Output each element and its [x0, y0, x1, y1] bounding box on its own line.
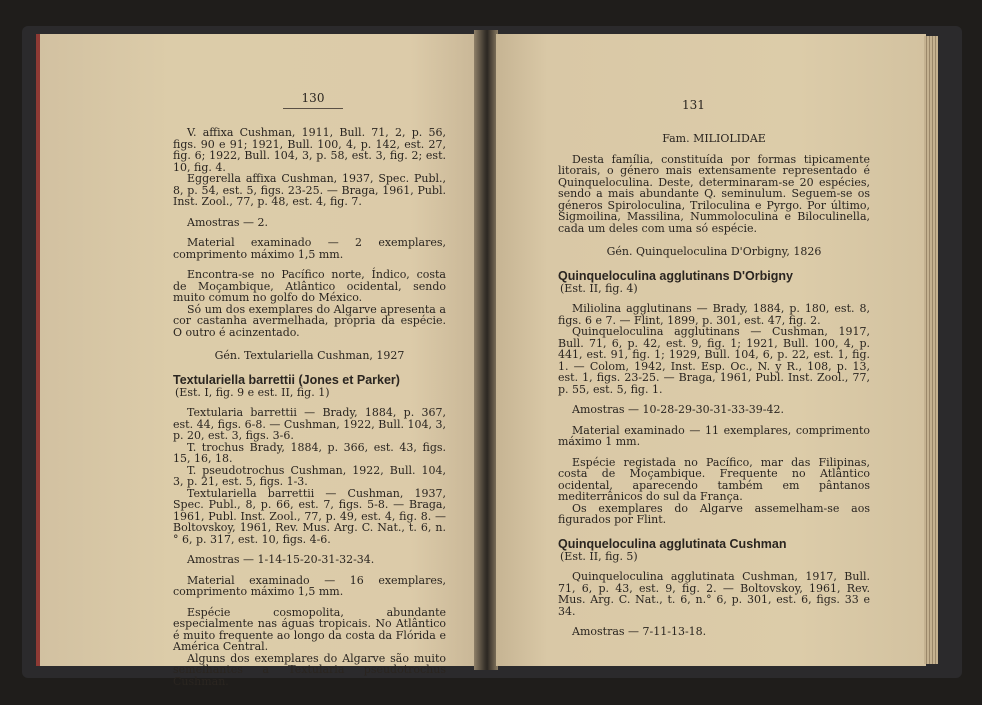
plate-reference: (Est. II, fig. 5) [560, 549, 638, 563]
species-heading: Textulariella barrettii (Jones et Parker) [173, 372, 400, 387]
citation: T. pseudotrochus Cushman, 1922, Bull. 104, 3, p. 21, est. 5, figs. 1-3. [173, 463, 446, 488]
citation: Eggerella affixa Cushman, 1937, Spec. Publ., 8, p. 54, est. 5, figs. 23-25. — Braga, 1961, Publ. Inst. Zool., 77, p. 48, est. 4, fig. 7. [173, 172, 446, 208]
samples: Amostras — 1-14-15-20-31-32-34. [187, 553, 375, 566]
paragraph: Encontra-se no Pacífico norte, Índico, costa de Moçambique, Atlântico ocidental, sendo muito comum no golfo do México. [173, 268, 446, 304]
citation: Textularia barrettii — Brady, 1884, p. 367, est. 44, figs. 6-8. — Cushman, 1922, Bull. 104, 3, p. 20, est. 3, figs. 3-6. [173, 406, 446, 442]
left-page [40, 34, 476, 688]
paragraph: Espécie cosmopolita, abundante especialmente nas águas tropicais. No Atlântico é muito frequente ao longo da costa da Flórida e América Central. [173, 605, 446, 653]
material: Material examinado — 16 exemplares, comprimento máximo 1,5 mm. [173, 573, 446, 598]
citation: Quinqueloculina agglutinans — Cushman, 1917, Bull. 71, 6, p. 42, est. 9, fig. 1; 1921, Bull. 100, 4, p. 441, est. 91, fig. 1; 1929, Bull. 104, 6, p. 22, est. 1, fig. 1. — Colom, 1942, Inst. Esp. Oc., N. y R., 108, p. 13, est. 1, figs. 23-25. — Braga, 1961, Publ. Inst. Zool., 77, p. 55, est. 5, fig. 1. [558, 325, 870, 396]
page-number: 131 [682, 98, 705, 112]
paragraph: Alguns dos exemplares do Algarve são muito semelhantes a Textularia pseudotrochus Cushman. [173, 651, 446, 688]
citation: T. trochus Brady, 1884, p. 366, est. 43, figs. 15, 16, 18. [173, 440, 446, 465]
right-page [496, 34, 926, 666]
samples: Amostras — 2. [187, 215, 269, 229]
family-heading: Fam. MILIOLIDAE [662, 132, 766, 145]
paragraph: Espécie registada no Pacífico, mar das Filipinas, costa de Moçambique. Frequente no Atlântico ocidental, aparecendo também em pântanos mediterrânicos do sul da França. [558, 455, 870, 503]
plate-reference: (Est. II, fig. 4) [560, 281, 638, 295]
samples: Amostras — 10-28-29-30-31-33-39-42. [572, 403, 785, 416]
genus-heading: Gén. Quinqueloculina D'Orbigny, 1826 [606, 245, 822, 258]
page-number: 130 [283, 91, 343, 109]
material: Material examinado — 11 exemplares, comprimento máximo 1 mm. [558, 423, 870, 448]
citation: Miliolina agglutinans — Brady, 1884, p. 180, est. 8, figs. 6 e 7. — Flint, 1899, p. 301, est. 47, fig. 2. [558, 302, 870, 327]
material: Material examinado — 2 exemplares, comprimento máximo 1,5 mm. [173, 236, 446, 261]
paragraph: Desta família, constituída por formas tipicamente litorais, o género mais extensamente representado é Quinqueloculina. Deste, determinaram-se 20 espécies, sendo a mais abundante Q. seminulum. Seguem-se os géneros Spiroloculina, Triloculina e Pyrgo. Por último, Sigmoilina, Massilina, Nummoloculina e Biloculinella, cada um deles com uma só espécie. [558, 152, 870, 235]
paragraph: Só um dos exemplares do Algarve apresenta a cor castanha avermelhada, própria da espécie. O outro é acinzentado. [173, 302, 446, 339]
citation: V. affixa Cushman, 1911, Bull. 71, 2, p. 56, figs. 90 e 91; 1921, Bull. 100, 4, p. 142, est. 27, fig. 6; 1922, Bull. 104, 3, p. 58, est. 3, fig. 2; est. 10, fig. 4. [173, 126, 446, 174]
page-stack-edge [924, 36, 938, 664]
paragraph: Os exemplares do Algarve assemelham-se aos figurados por Flint. [558, 501, 870, 526]
samples: Amostras — 7-11-13-18. [572, 625, 707, 638]
book-gutter [474, 30, 498, 670]
plate-reference: (Est. I, fig. 9 e est. II, fig. 1) [175, 385, 330, 399]
species-heading: Quinqueloculina agglutinata Cushman [558, 536, 787, 551]
citation: Textulariella barrettii — Cushman, 1937, Spec. Publ., 8, p. 66, est. 7, figs. 5-8. — Braga, 1961, Publ. Inst. Zool., 77, p. 49, est. 4, fig. 8. — Boltovskoy, 1961, Rev. Mus. Arg. C. Nat., t. 6, n.° 6, p. 317, est. 10, figs. 4-6. [173, 486, 446, 546]
genus-heading: Gén. Textulariella Cushman, 1927 [214, 349, 405, 362]
species-heading: Quinqueloculina agglutinans D'Orbigny [558, 268, 793, 283]
citation: Quinqueloculina agglutinata Cushman, 1917, Bull. 71, 6, p. 43, est. 9, fig. 2. — Boltovskoy, 1961, Rev. Mus. Arg. C. Nat., t. 6, n.° 6, p. 301, est. 6, figs. 33 e 34. [558, 570, 870, 618]
